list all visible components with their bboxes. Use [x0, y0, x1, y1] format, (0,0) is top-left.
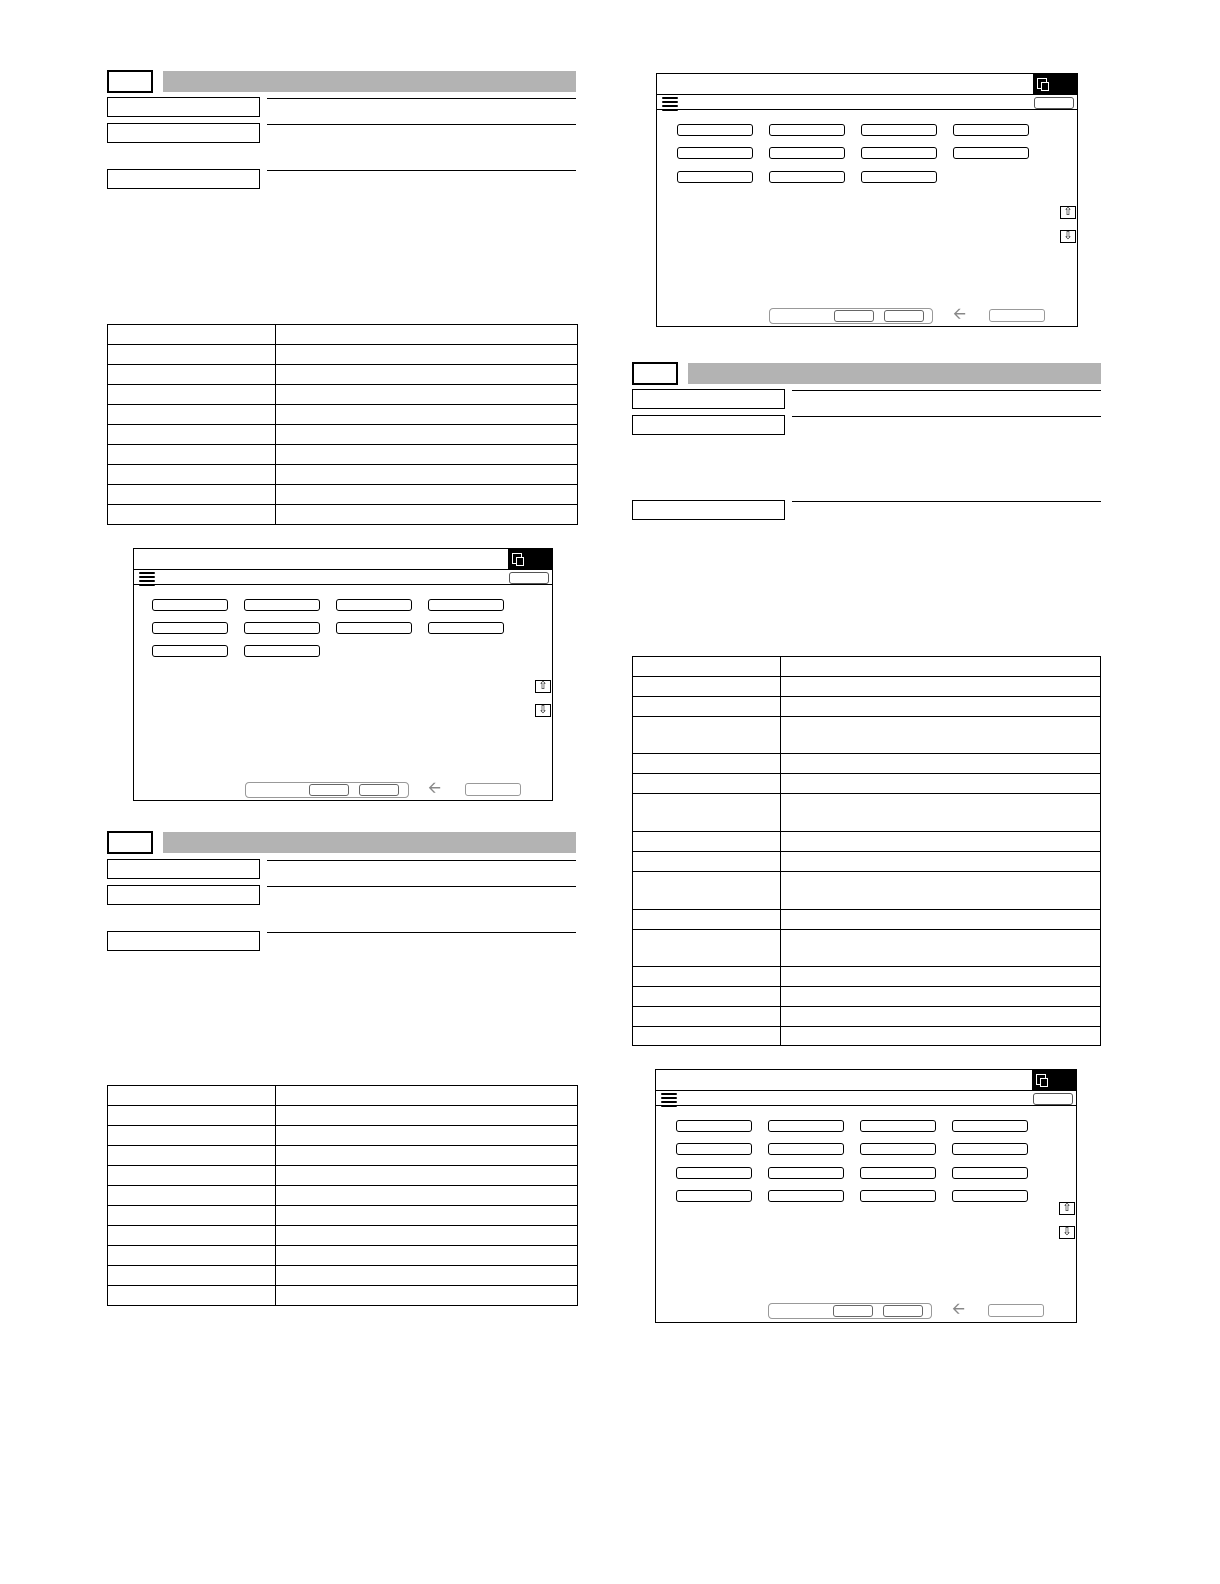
up-arrow-icon[interactable]: ⇧	[535, 680, 551, 693]
option-button[interactable]	[952, 1143, 1028, 1155]
option-button[interactable]	[676, 1190, 752, 1202]
section-1-rule-2	[267, 124, 576, 125]
copy-mode-tab[interactable]	[1032, 1070, 1076, 1090]
close-button[interactable]	[1033, 1093, 1073, 1105]
ok-button[interactable]	[989, 309, 1045, 322]
section-2-rule-3	[267, 932, 576, 933]
bottom-control-group	[768, 1303, 932, 1319]
section-1-table	[107, 324, 578, 525]
option-button[interactable]	[861, 147, 937, 159]
table-row	[108, 1086, 578, 1106]
section-3-label-2	[632, 415, 785, 435]
bottom-button-1[interactable]	[309, 784, 349, 796]
bottom-control-group	[769, 308, 933, 324]
option-button[interactable]	[953, 124, 1029, 136]
bottom-control-group	[245, 782, 409, 798]
option-button[interactable]	[952, 1120, 1028, 1132]
up-arrow-icon[interactable]: ⇧	[1060, 206, 1076, 219]
copy-mode-icon	[1036, 1074, 1046, 1085]
option-button[interactable]	[677, 171, 753, 183]
option-button[interactable]	[152, 622, 228, 634]
section-1-title-bar	[163, 71, 576, 92]
table-row	[108, 325, 578, 345]
option-button[interactable]	[768, 1190, 844, 1202]
bottom-button-2[interactable]	[359, 784, 399, 796]
option-button[interactable]	[860, 1143, 936, 1155]
table-row	[633, 774, 1101, 794]
back-arrow-icon[interactable]: 🡨	[952, 1301, 965, 1318]
table-row	[108, 345, 578, 365]
option-button[interactable]	[860, 1190, 936, 1202]
section-3-title-bar	[688, 363, 1101, 384]
section-2-code-box	[107, 831, 153, 854]
option-button[interactable]	[152, 599, 228, 611]
table-row	[633, 657, 1101, 677]
copy-mode-icon	[512, 553, 522, 564]
menu-icon[interactable]	[138, 570, 156, 584]
section-3-label-3	[632, 500, 785, 520]
screen-panel-3	[655, 1069, 1077, 1323]
option-button[interactable]	[428, 599, 504, 611]
section-3-label-1	[632, 389, 785, 409]
option-button[interactable]	[768, 1167, 844, 1179]
down-arrow-icon[interactable]: ⇩	[1059, 1226, 1075, 1239]
table-row	[108, 1206, 578, 1226]
screen-panel-2	[656, 73, 1078, 327]
down-arrow-icon[interactable]: ⇩	[535, 704, 551, 717]
option-button[interactable]	[428, 622, 504, 634]
table-row	[108, 365, 578, 385]
option-button[interactable]	[676, 1143, 752, 1155]
option-button[interactable]	[769, 124, 845, 136]
table-row	[108, 385, 578, 405]
table-row	[633, 987, 1101, 1007]
table-row	[108, 465, 578, 485]
table-row	[633, 832, 1101, 852]
table-row	[108, 1186, 578, 1206]
section-3-table	[632, 656, 1101, 1046]
section-1-code-box	[107, 70, 153, 93]
option-button[interactable]	[677, 124, 753, 136]
section-3-rule-3	[792, 501, 1101, 502]
table-row	[108, 1166, 578, 1186]
option-button[interactable]	[677, 147, 753, 159]
option-button[interactable]	[861, 124, 937, 136]
panel-subheader	[656, 1091, 1076, 1106]
close-button[interactable]	[509, 572, 549, 584]
table-row	[108, 1126, 578, 1146]
menu-icon[interactable]	[660, 1091, 678, 1105]
ok-button[interactable]	[988, 1304, 1044, 1317]
section-1-rule-1	[267, 98, 576, 99]
bottom-button-2[interactable]	[884, 310, 924, 322]
section-2-rule-2	[267, 886, 576, 887]
table-row	[633, 910, 1101, 930]
table-row	[108, 1146, 578, 1166]
table-row	[633, 754, 1101, 774]
section-2-label-1	[107, 859, 260, 879]
section-2-title-bar	[163, 832, 576, 853]
table-row	[633, 677, 1101, 697]
copy-mode-tab[interactable]	[1033, 74, 1077, 94]
option-button[interactable]	[953, 147, 1029, 159]
section-1-rule-3	[267, 170, 576, 171]
option-button[interactable]	[244, 622, 320, 634]
option-button[interactable]	[769, 171, 845, 183]
close-button[interactable]	[1034, 97, 1074, 109]
table-row	[108, 445, 578, 465]
section-3-rule-2	[792, 416, 1101, 417]
table-row	[108, 1266, 578, 1286]
down-arrow-icon[interactable]: ⇩	[1060, 230, 1076, 243]
table-row	[633, 794, 1101, 832]
section-1-label-2	[107, 123, 260, 143]
panel-subheader	[134, 570, 552, 585]
section-2-label-2	[107, 885, 260, 905]
option-button[interactable]	[336, 599, 412, 611]
copy-mode-icon	[1037, 78, 1047, 89]
bottom-button-1[interactable]	[834, 310, 874, 322]
table-row	[108, 405, 578, 425]
option-button[interactable]	[768, 1143, 844, 1155]
option-button[interactable]	[676, 1167, 752, 1179]
table-row	[633, 717, 1101, 754]
panel-header	[134, 549, 552, 570]
option-button[interactable]	[244, 645, 320, 657]
section-2-label-3	[107, 931, 260, 951]
section-3-code-box	[632, 362, 678, 385]
option-button[interactable]	[244, 599, 320, 611]
bottom-button-1[interactable]	[833, 1305, 873, 1317]
section-1-label-1	[107, 97, 260, 117]
screen-panel-1	[133, 548, 553, 801]
option-button[interactable]	[676, 1120, 752, 1132]
menu-icon[interactable]	[661, 95, 679, 109]
table-row	[633, 1007, 1101, 1027]
section-2-table	[107, 1085, 578, 1306]
up-arrow-icon[interactable]: ⇧	[1059, 1202, 1075, 1215]
option-button[interactable]	[860, 1167, 936, 1179]
option-button[interactable]	[769, 147, 845, 159]
section-1-label-3	[107, 169, 260, 189]
option-button[interactable]	[861, 171, 937, 183]
option-button[interactable]	[152, 645, 228, 657]
table-row	[108, 1286, 578, 1306]
section-3-rule-1	[792, 390, 1101, 391]
back-arrow-icon[interactable]: 🡨	[428, 780, 441, 797]
table-row	[108, 425, 578, 445]
back-arrow-icon[interactable]: 🡨	[953, 306, 966, 323]
bottom-button-2[interactable]	[883, 1305, 923, 1317]
table-row	[633, 1027, 1101, 1046]
section-2-rule-1	[267, 860, 576, 861]
option-button[interactable]	[952, 1190, 1028, 1202]
table-row	[108, 1106, 578, 1126]
table-row	[633, 930, 1101, 967]
table-row	[108, 1226, 578, 1246]
panel-subheader	[657, 95, 1077, 110]
panel-header	[657, 74, 1077, 95]
option-button[interactable]	[336, 622, 412, 634]
table-row	[633, 967, 1101, 987]
table-row	[108, 1246, 578, 1266]
option-button[interactable]	[768, 1120, 844, 1132]
table-row	[633, 697, 1101, 717]
panel-header	[656, 1070, 1076, 1091]
table-row	[108, 485, 578, 505]
table-row	[108, 505, 578, 525]
copy-mode-tab[interactable]	[508, 549, 552, 569]
option-button[interactable]	[860, 1120, 936, 1132]
table-row	[633, 852, 1101, 872]
option-button[interactable]	[952, 1167, 1028, 1179]
ok-button[interactable]	[465, 783, 521, 796]
table-row	[633, 872, 1101, 910]
